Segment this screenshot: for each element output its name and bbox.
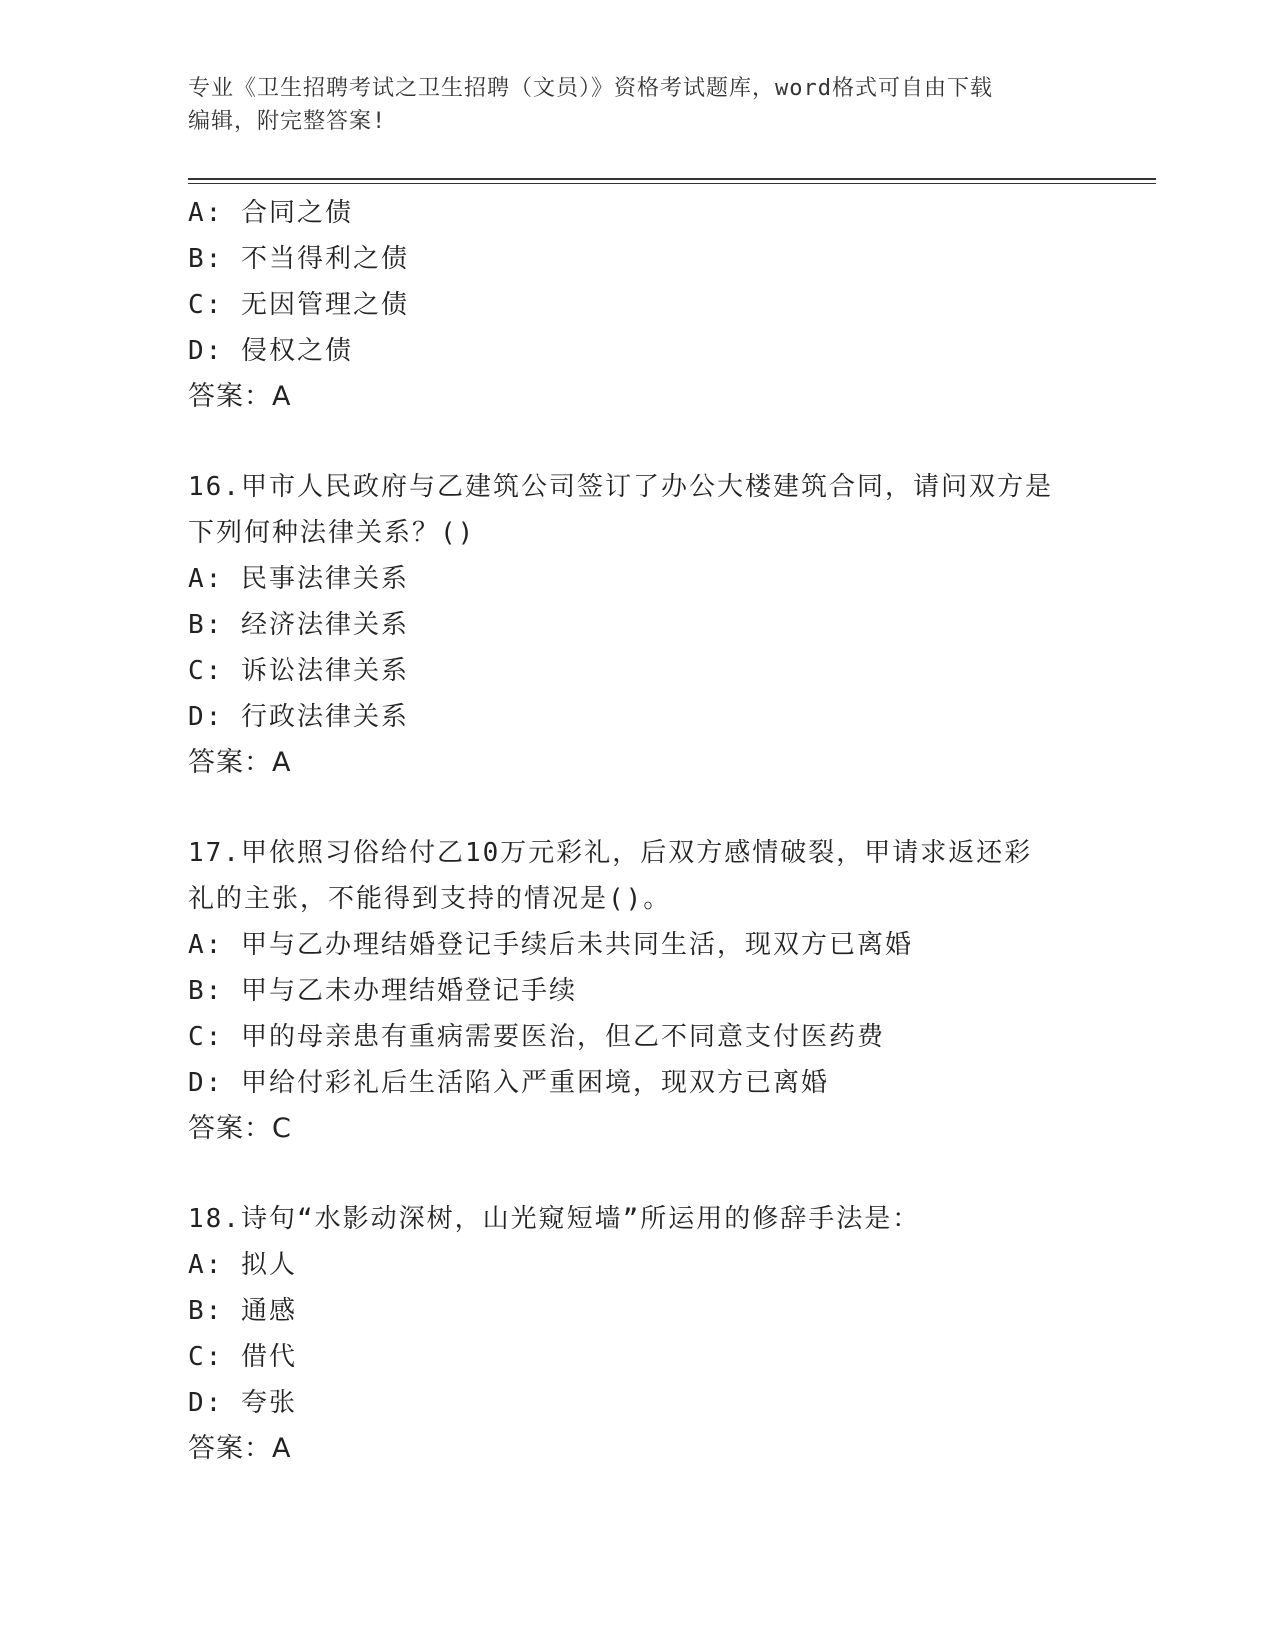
option-b: B: 不当得利之债 — [188, 244, 409, 274]
option-b: B: 甲与乙未办理结婚登记手续 — [188, 976, 577, 1006]
document-header — [188, 72, 1088, 138]
question-18 — [188, 1196, 1118, 1472]
option-d: D: 甲给付彩礼后生活陷入严重困境，现双方已离婚 — [188, 1068, 829, 1098]
option-c: C: 甲的母亲患有重病需要医治，但乙不同意支付医药费 — [188, 1022, 885, 1052]
answer-line: 答案：A — [188, 747, 292, 778]
question-16 — [188, 464, 1118, 786]
header-divider-thick — [188, 178, 1156, 180]
question-text-line-1: 17.甲依照习俗给付乙10万元彩礼，后双方感情破裂，甲请求返还彩 — [188, 838, 1033, 868]
option-b: B: 通感 — [188, 1296, 297, 1326]
question-15 — [188, 190, 1118, 420]
option-b: B: 经济法律关系 — [188, 610, 409, 640]
option-c: C: 借代 — [188, 1342, 297, 1372]
header-line-1: 专业《卫生招聘考试之卫生招聘（文员）》资格考试题库，word格式可自由下载 — [188, 76, 993, 101]
question-text-line-1: 18.诗句“水影动深树，山光窥短墙”所运用的修辞手法是： — [188, 1204, 921, 1234]
answer-line: 答案：A — [188, 1433, 292, 1464]
option-a: A: 民事法律关系 — [188, 564, 409, 594]
option-a: A: 拟人 — [188, 1250, 297, 1280]
answer-line: 答案：C — [188, 1113, 292, 1144]
question-text-line-2: 下列何种法律关系？() — [188, 518, 476, 548]
option-c: C: 诉讼法律关系 — [188, 656, 409, 686]
header-divider-thin — [188, 183, 1156, 184]
question-list — [188, 190, 1118, 1472]
question-text-line-1: 16.甲市人民政府与乙建筑公司签订了办公大楼建筑合同，请问双方是 — [188, 472, 1053, 502]
header-line-2: 编辑，附完整答案! — [188, 109, 387, 134]
option-d: D: 侵权之债 — [188, 336, 353, 366]
question-text-line-2: 礼的主张，不能得到支持的情况是()。 — [188, 884, 672, 914]
option-a: A: 合同之债 — [188, 198, 353, 228]
option-a: A: 甲与乙办理结婚登记手续后未共同生活，现双方已离婚 — [188, 930, 913, 960]
option-c: C: 无因管理之债 — [188, 290, 409, 320]
question-17 — [188, 830, 1118, 1152]
answer-line: 答案：A — [188, 381, 292, 412]
option-d: D: 夸张 — [188, 1388, 297, 1418]
option-d: D: 行政法律关系 — [188, 702, 409, 732]
